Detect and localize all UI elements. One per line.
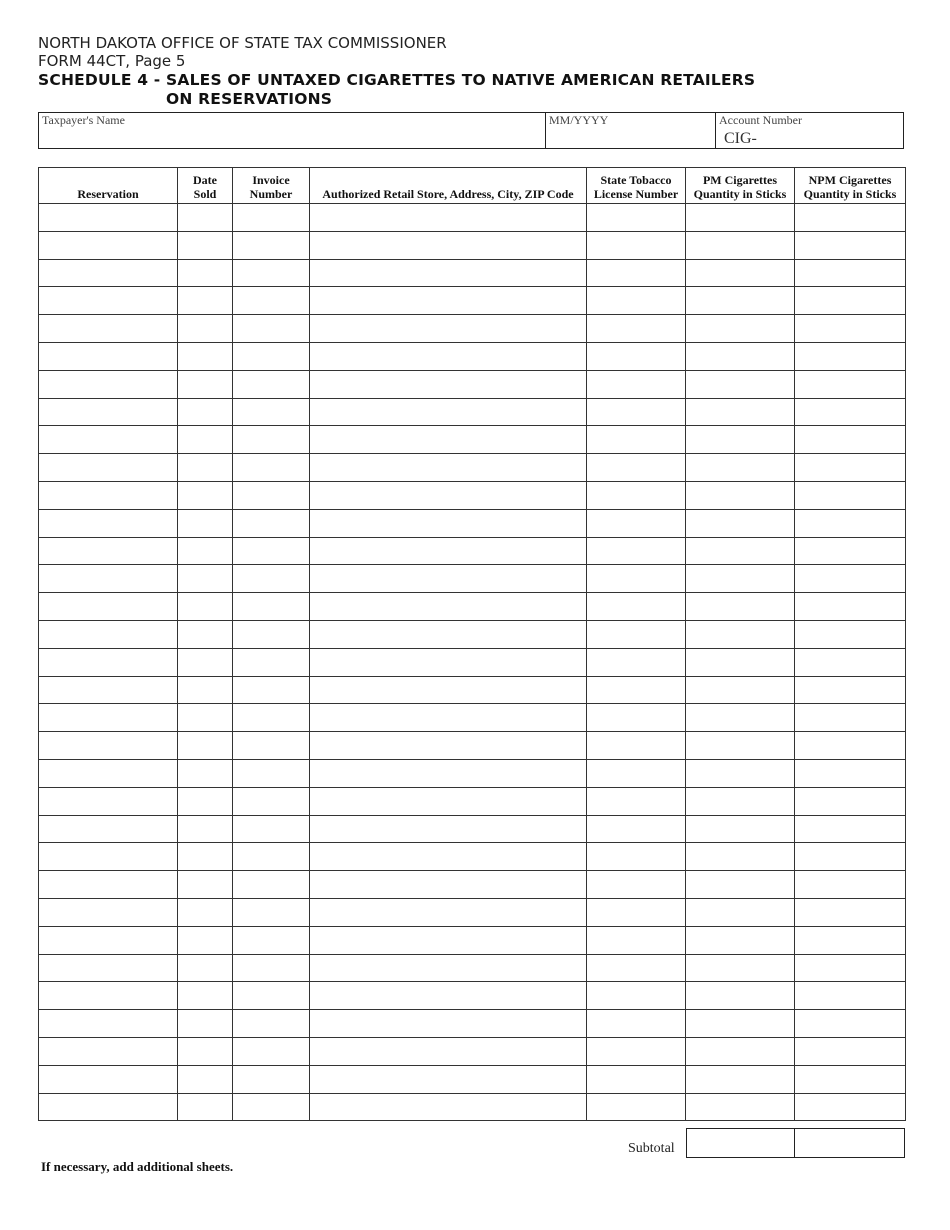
table-row bbox=[39, 259, 906, 287]
reservation-cell[interactable] bbox=[39, 509, 178, 537]
npm-quantity-cell[interactable] bbox=[795, 1010, 906, 1038]
reservation-cell[interactable] bbox=[39, 787, 178, 815]
license-number-cell[interactable] bbox=[587, 342, 686, 370]
pm-quantity-cell[interactable] bbox=[686, 315, 795, 343]
invoice-number-cell[interactable] bbox=[233, 676, 310, 704]
table-row bbox=[39, 926, 906, 954]
period-label: MM/YYYY bbox=[549, 113, 609, 127]
date-sold-cell[interactable] bbox=[178, 204, 233, 232]
date-sold-cell[interactable] bbox=[178, 954, 233, 982]
date-sold-cell[interactable] bbox=[178, 759, 233, 787]
date-sold-cell[interactable] bbox=[178, 815, 233, 843]
retail-store-cell[interactable] bbox=[310, 287, 587, 315]
license-number-cell[interactable] bbox=[587, 648, 686, 676]
retail-store-cell[interactable] bbox=[310, 732, 587, 760]
table-row bbox=[39, 676, 906, 704]
reservation-cell[interactable] bbox=[39, 204, 178, 232]
table-row bbox=[39, 593, 906, 621]
license-number-cell[interactable] bbox=[587, 426, 686, 454]
pm-quantity-cell[interactable] bbox=[686, 426, 795, 454]
invoice-number-cell[interactable] bbox=[233, 898, 310, 926]
license-number-cell[interactable] bbox=[587, 704, 686, 732]
npm-subtotal-field[interactable] bbox=[794, 1128, 905, 1158]
npm-quantity-cell[interactable] bbox=[795, 843, 906, 871]
npm-quantity-cell[interactable] bbox=[795, 204, 906, 232]
npm-quantity-cell[interactable] bbox=[795, 898, 906, 926]
date-sold-cell[interactable] bbox=[178, 454, 233, 482]
table-row bbox=[39, 871, 906, 899]
retail-store-cell[interactable] bbox=[310, 509, 587, 537]
taxpayer-name-field[interactable] bbox=[39, 113, 546, 148]
npm-quantity-cell[interactable] bbox=[795, 1037, 906, 1065]
npm-quantity-cell[interactable] bbox=[795, 231, 906, 259]
reservation-cell[interactable] bbox=[39, 1065, 178, 1093]
pm-quantity-cell[interactable] bbox=[686, 1010, 795, 1038]
table-row bbox=[39, 704, 906, 732]
table-row bbox=[39, 537, 906, 565]
retail-store-cell[interactable] bbox=[310, 954, 587, 982]
retail-store-cell[interactable] bbox=[310, 370, 587, 398]
date-sold-cell[interactable] bbox=[178, 370, 233, 398]
pm-quantity-cell[interactable] bbox=[686, 259, 795, 287]
retail-store-cell[interactable] bbox=[310, 898, 587, 926]
pm-quantity-cell[interactable] bbox=[686, 982, 795, 1010]
reservation-cell[interactable] bbox=[39, 1037, 178, 1065]
license-number-cell[interactable] bbox=[587, 454, 686, 482]
reservation-cell[interactable] bbox=[39, 898, 178, 926]
license-number-cell[interactable] bbox=[587, 620, 686, 648]
reservation-cell[interactable] bbox=[39, 759, 178, 787]
pm-quantity-cell[interactable] bbox=[686, 954, 795, 982]
reservation-cell[interactable] bbox=[39, 676, 178, 704]
license-number-cell[interactable] bbox=[587, 259, 686, 287]
table-row bbox=[39, 342, 906, 370]
col-npm-quantity: NPM Cigarettes Quantity in Sticks bbox=[795, 168, 906, 204]
reservation-cell[interactable] bbox=[39, 315, 178, 343]
pm-quantity-cell[interactable] bbox=[686, 926, 795, 954]
col-retail-store: Authorized Retail Store, Address, City, ZIP Code bbox=[310, 168, 587, 204]
retail-store-cell[interactable] bbox=[310, 259, 587, 287]
retail-store-cell[interactable] bbox=[310, 315, 587, 343]
table-row bbox=[39, 982, 906, 1010]
license-number-cell[interactable] bbox=[587, 898, 686, 926]
license-number-cell[interactable] bbox=[587, 509, 686, 537]
table-row bbox=[39, 481, 906, 509]
npm-quantity-cell[interactable] bbox=[795, 704, 906, 732]
table-row bbox=[39, 620, 906, 648]
reservation-cell[interactable] bbox=[39, 1010, 178, 1038]
date-sold-cell[interactable] bbox=[178, 1037, 233, 1065]
npm-quantity-cell[interactable] bbox=[795, 954, 906, 982]
npm-quantity-cell[interactable] bbox=[795, 676, 906, 704]
pm-quantity-cell[interactable] bbox=[686, 1037, 795, 1065]
retail-store-cell[interactable] bbox=[310, 871, 587, 899]
date-sold-cell[interactable] bbox=[178, 676, 233, 704]
license-number-cell[interactable] bbox=[587, 759, 686, 787]
npm-quantity-cell[interactable] bbox=[795, 481, 906, 509]
invoice-number-cell[interactable] bbox=[233, 537, 310, 565]
npm-quantity-cell[interactable] bbox=[795, 1093, 906, 1121]
date-sold-cell[interactable] bbox=[178, 982, 233, 1010]
date-sold-cell[interactable] bbox=[178, 315, 233, 343]
reservation-cell[interactable] bbox=[39, 732, 178, 760]
reservation-cell[interactable] bbox=[39, 565, 178, 593]
pm-quantity-cell[interactable] bbox=[686, 620, 795, 648]
reservation-cell[interactable] bbox=[39, 426, 178, 454]
table-row bbox=[39, 954, 906, 982]
retail-store-cell[interactable] bbox=[310, 537, 587, 565]
reservation-cell[interactable] bbox=[39, 982, 178, 1010]
pm-quantity-cell[interactable] bbox=[686, 231, 795, 259]
pm-quantity-cell[interactable] bbox=[686, 871, 795, 899]
retail-store-cell[interactable] bbox=[310, 759, 587, 787]
invoice-number-cell[interactable] bbox=[233, 982, 310, 1010]
pm-quantity-cell[interactable] bbox=[686, 287, 795, 315]
date-sold-cell[interactable] bbox=[178, 620, 233, 648]
date-sold-cell[interactable] bbox=[178, 871, 233, 899]
form-number: FORM 44CT, Page 5 bbox=[38, 52, 186, 70]
npm-quantity-cell[interactable] bbox=[795, 454, 906, 482]
license-number-cell[interactable] bbox=[587, 481, 686, 509]
invoice-number-cell[interactable] bbox=[233, 787, 310, 815]
reservation-cell[interactable] bbox=[39, 704, 178, 732]
table-row bbox=[39, 732, 906, 760]
invoice-number-cell[interactable] bbox=[233, 593, 310, 621]
date-sold-cell[interactable] bbox=[178, 481, 233, 509]
license-number-cell[interactable] bbox=[587, 815, 686, 843]
license-number-cell[interactable] bbox=[587, 537, 686, 565]
invoice-number-cell[interactable] bbox=[233, 509, 310, 537]
invoice-number-cell[interactable] bbox=[233, 342, 310, 370]
pm-quantity-cell[interactable] bbox=[686, 787, 795, 815]
date-sold-cell[interactable] bbox=[178, 537, 233, 565]
npm-quantity-cell[interactable] bbox=[795, 370, 906, 398]
reservation-cell[interactable] bbox=[39, 954, 178, 982]
invoice-number-cell[interactable] bbox=[233, 732, 310, 760]
date-sold-cell[interactable] bbox=[178, 787, 233, 815]
reservation-cell[interactable] bbox=[39, 287, 178, 315]
pm-quantity-cell[interactable] bbox=[686, 732, 795, 760]
date-sold-cell[interactable] bbox=[178, 287, 233, 315]
schedule-title: SCHEDULE 4 - SALES OF UNTAXED CIGARETTES TO NATIVE AMERICAN RETAILERS bbox=[38, 71, 756, 89]
license-number-cell[interactable] bbox=[587, 231, 686, 259]
pm-quantity-cell[interactable] bbox=[686, 759, 795, 787]
table-row bbox=[39, 648, 906, 676]
license-number-cell[interactable] bbox=[587, 926, 686, 954]
invoice-number-cell[interactable] bbox=[233, 1037, 310, 1065]
reservation-cell[interactable] bbox=[39, 620, 178, 648]
npm-quantity-cell[interactable] bbox=[795, 620, 906, 648]
retail-store-cell[interactable] bbox=[310, 481, 587, 509]
license-number-cell[interactable] bbox=[587, 954, 686, 982]
license-number-cell[interactable] bbox=[587, 732, 686, 760]
npm-quantity-cell[interactable] bbox=[795, 398, 906, 426]
license-number-cell[interactable] bbox=[587, 871, 686, 899]
npm-quantity-cell[interactable] bbox=[795, 287, 906, 315]
invoice-number-cell[interactable] bbox=[233, 426, 310, 454]
reservation-cell[interactable] bbox=[39, 259, 178, 287]
table-row bbox=[39, 898, 906, 926]
table-header-row bbox=[39, 168, 906, 204]
invoice-number-cell[interactable] bbox=[233, 815, 310, 843]
retail-store-cell[interactable] bbox=[310, 982, 587, 1010]
table-row bbox=[39, 204, 906, 232]
table-row bbox=[39, 315, 906, 343]
pm-quantity-cell[interactable] bbox=[686, 204, 795, 232]
retail-store-cell[interactable] bbox=[310, 620, 587, 648]
date-sold-cell[interactable] bbox=[178, 231, 233, 259]
table-row bbox=[39, 509, 906, 537]
license-number-cell[interactable] bbox=[587, 1010, 686, 1038]
invoice-number-cell[interactable] bbox=[233, 259, 310, 287]
reservation-cell[interactable] bbox=[39, 454, 178, 482]
retail-store-cell[interactable] bbox=[310, 1093, 587, 1121]
license-number-cell[interactable] bbox=[587, 204, 686, 232]
reservation-cell[interactable] bbox=[39, 481, 178, 509]
invoice-number-cell[interactable] bbox=[233, 398, 310, 426]
retail-store-cell[interactable] bbox=[310, 704, 587, 732]
pm-quantity-cell[interactable] bbox=[686, 898, 795, 926]
date-sold-cell[interactable] bbox=[178, 898, 233, 926]
date-sold-cell[interactable] bbox=[178, 926, 233, 954]
reservation-cell[interactable] bbox=[39, 815, 178, 843]
col-date-sold: Date Sold bbox=[178, 168, 233, 204]
invoice-number-cell[interactable] bbox=[233, 704, 310, 732]
invoice-number-cell[interactable] bbox=[233, 954, 310, 982]
invoice-number-cell[interactable] bbox=[233, 370, 310, 398]
date-sold-cell[interactable] bbox=[178, 509, 233, 537]
pm-quantity-cell[interactable] bbox=[686, 398, 795, 426]
invoice-number-cell[interactable] bbox=[233, 871, 310, 899]
npm-quantity-cell[interactable] bbox=[795, 926, 906, 954]
table-row bbox=[39, 565, 906, 593]
invoice-number-cell[interactable] bbox=[233, 454, 310, 482]
table-row bbox=[39, 1037, 906, 1065]
table-row bbox=[39, 231, 906, 259]
npm-quantity-cell[interactable] bbox=[795, 787, 906, 815]
account-number-label: Account Number bbox=[719, 113, 802, 127]
license-number-cell[interactable] bbox=[587, 1037, 686, 1065]
npm-quantity-cell[interactable] bbox=[795, 759, 906, 787]
retail-store-cell[interactable] bbox=[310, 1010, 587, 1038]
retail-store-cell[interactable] bbox=[310, 926, 587, 954]
npm-quantity-cell[interactable] bbox=[795, 648, 906, 676]
agency-name: NORTH DAKOTA OFFICE OF STATE TAX COMMISSIONER bbox=[38, 34, 447, 52]
retail-store-cell[interactable] bbox=[310, 593, 587, 621]
pm-quantity-cell[interactable] bbox=[686, 454, 795, 482]
table-row bbox=[39, 370, 906, 398]
npm-quantity-cell[interactable] bbox=[795, 982, 906, 1010]
table-row bbox=[39, 1093, 906, 1121]
npm-quantity-cell[interactable] bbox=[795, 871, 906, 899]
retail-store-cell[interactable] bbox=[310, 843, 587, 871]
npm-quantity-cell[interactable] bbox=[795, 342, 906, 370]
pm-quantity-cell[interactable] bbox=[686, 342, 795, 370]
reservation-cell[interactable] bbox=[39, 370, 178, 398]
date-sold-cell[interactable] bbox=[178, 1065, 233, 1093]
schedule-title-continued: ON RESERVATIONS bbox=[166, 90, 333, 108]
retail-store-cell[interactable] bbox=[310, 1065, 587, 1093]
date-sold-cell[interactable] bbox=[178, 732, 233, 760]
invoice-number-cell[interactable] bbox=[233, 926, 310, 954]
npm-quantity-cell[interactable] bbox=[795, 509, 906, 537]
table-row bbox=[39, 398, 906, 426]
date-sold-cell[interactable] bbox=[178, 398, 233, 426]
retail-store-cell[interactable] bbox=[310, 454, 587, 482]
npm-quantity-cell[interactable] bbox=[795, 537, 906, 565]
license-number-cell[interactable] bbox=[587, 287, 686, 315]
npm-quantity-cell[interactable] bbox=[795, 593, 906, 621]
pm-quantity-cell[interactable] bbox=[686, 1093, 795, 1121]
date-sold-cell[interactable] bbox=[178, 593, 233, 621]
account-number-prefix: CIG- bbox=[724, 130, 757, 147]
table-row bbox=[39, 759, 906, 787]
retail-store-cell[interactable] bbox=[310, 426, 587, 454]
retail-store-cell[interactable] bbox=[310, 231, 587, 259]
pm-quantity-cell[interactable] bbox=[686, 704, 795, 732]
license-number-cell[interactable] bbox=[587, 315, 686, 343]
invoice-number-cell[interactable] bbox=[233, 1093, 310, 1121]
invoice-number-cell[interactable] bbox=[233, 204, 310, 232]
retail-store-cell[interactable] bbox=[310, 648, 587, 676]
col-pm-quantity: PM Cigarettes Quantity in Sticks bbox=[686, 168, 795, 204]
reservation-cell[interactable] bbox=[39, 871, 178, 899]
table-row bbox=[39, 787, 906, 815]
retail-store-cell[interactable] bbox=[310, 204, 587, 232]
invoice-number-cell[interactable] bbox=[233, 1065, 310, 1093]
table-row bbox=[39, 843, 906, 871]
pm-quantity-cell[interactable] bbox=[686, 843, 795, 871]
license-number-cell[interactable] bbox=[587, 593, 686, 621]
invoice-number-cell[interactable] bbox=[233, 231, 310, 259]
invoice-number-cell[interactable] bbox=[233, 287, 310, 315]
taxpayer-info-box bbox=[38, 112, 904, 149]
pm-quantity-cell[interactable] bbox=[686, 481, 795, 509]
reservation-cell[interactable] bbox=[39, 398, 178, 426]
table-body bbox=[39, 204, 906, 1121]
date-sold-cell[interactable] bbox=[178, 648, 233, 676]
invoice-number-cell[interactable] bbox=[233, 1010, 310, 1038]
reservation-cell[interactable] bbox=[39, 648, 178, 676]
retail-store-cell[interactable] bbox=[310, 398, 587, 426]
license-number-cell[interactable] bbox=[587, 398, 686, 426]
pm-quantity-cell[interactable] bbox=[686, 648, 795, 676]
license-number-cell[interactable] bbox=[587, 565, 686, 593]
retail-store-cell[interactable] bbox=[310, 565, 587, 593]
retail-store-cell[interactable] bbox=[310, 787, 587, 815]
col-invoice-number: Invoice Number bbox=[233, 168, 310, 204]
pm-subtotal-field[interactable] bbox=[686, 1128, 795, 1158]
table-row bbox=[39, 454, 906, 482]
date-sold-cell[interactable] bbox=[178, 426, 233, 454]
invoice-number-cell[interactable] bbox=[233, 759, 310, 787]
reservation-cell[interactable] bbox=[39, 537, 178, 565]
license-number-cell[interactable] bbox=[587, 1093, 686, 1121]
license-number-cell[interactable] bbox=[587, 843, 686, 871]
retail-store-cell[interactable] bbox=[310, 676, 587, 704]
invoice-number-cell[interactable] bbox=[233, 843, 310, 871]
reservation-cell[interactable] bbox=[39, 593, 178, 621]
table-row bbox=[39, 1065, 906, 1093]
reservation-cell[interactable] bbox=[39, 342, 178, 370]
license-number-cell[interactable] bbox=[587, 1065, 686, 1093]
date-sold-cell[interactable] bbox=[178, 1093, 233, 1121]
pm-quantity-cell[interactable] bbox=[686, 565, 795, 593]
invoice-number-cell[interactable] bbox=[233, 620, 310, 648]
date-sold-cell[interactable] bbox=[178, 1010, 233, 1038]
pm-quantity-cell[interactable] bbox=[686, 509, 795, 537]
invoice-number-cell[interactable] bbox=[233, 315, 310, 343]
invoice-number-cell[interactable] bbox=[233, 481, 310, 509]
reservation-cell[interactable] bbox=[39, 843, 178, 871]
pm-quantity-cell[interactable] bbox=[686, 593, 795, 621]
invoice-number-cell[interactable] bbox=[233, 648, 310, 676]
pm-quantity-cell[interactable] bbox=[686, 1065, 795, 1093]
date-sold-cell[interactable] bbox=[178, 843, 233, 871]
period-field[interactable] bbox=[546, 113, 716, 148]
additional-sheets-note: If necessary, add additional sheets. bbox=[41, 1159, 234, 1174]
retail-store-cell[interactable] bbox=[310, 342, 587, 370]
table-row bbox=[39, 426, 906, 454]
reservation-cell[interactable] bbox=[39, 231, 178, 259]
account-number-field[interactable] bbox=[716, 113, 902, 148]
retail-store-cell[interactable] bbox=[310, 1037, 587, 1065]
license-number-cell[interactable] bbox=[587, 787, 686, 815]
date-sold-cell[interactable] bbox=[178, 704, 233, 732]
license-number-cell[interactable] bbox=[587, 676, 686, 704]
table-row bbox=[39, 287, 906, 315]
license-number-cell[interactable] bbox=[587, 982, 686, 1010]
date-sold-cell[interactable] bbox=[178, 342, 233, 370]
date-sold-cell[interactable] bbox=[178, 565, 233, 593]
invoice-number-cell[interactable] bbox=[233, 565, 310, 593]
npm-quantity-cell[interactable] bbox=[795, 259, 906, 287]
date-sold-cell[interactable] bbox=[178, 259, 233, 287]
npm-quantity-cell[interactable] bbox=[795, 732, 906, 760]
table-row bbox=[39, 1010, 906, 1038]
license-number-cell[interactable] bbox=[587, 370, 686, 398]
pm-quantity-cell[interactable] bbox=[686, 370, 795, 398]
npm-quantity-cell[interactable] bbox=[795, 315, 906, 343]
table-row bbox=[39, 815, 906, 843]
retail-store-cell[interactable] bbox=[310, 815, 587, 843]
npm-quantity-cell[interactable] bbox=[795, 815, 906, 843]
taxpayer-name-label: Taxpayer's Name bbox=[42, 113, 125, 127]
col-license-number: State Tobacco License Number bbox=[587, 168, 686, 204]
npm-quantity-cell[interactable] bbox=[795, 1065, 906, 1093]
npm-quantity-cell[interactable] bbox=[795, 565, 906, 593]
sales-schedule-table bbox=[38, 167, 906, 1121]
subtotal-label: Subtotal bbox=[628, 1141, 675, 1156]
npm-quantity-cell[interactable] bbox=[795, 426, 906, 454]
pm-quantity-cell[interactable] bbox=[686, 815, 795, 843]
pm-quantity-cell[interactable] bbox=[686, 537, 795, 565]
reservation-cell[interactable] bbox=[39, 926, 178, 954]
col-reservation: Reservation bbox=[39, 168, 178, 204]
reservation-cell[interactable] bbox=[39, 1093, 178, 1121]
pm-quantity-cell[interactable] bbox=[686, 676, 795, 704]
